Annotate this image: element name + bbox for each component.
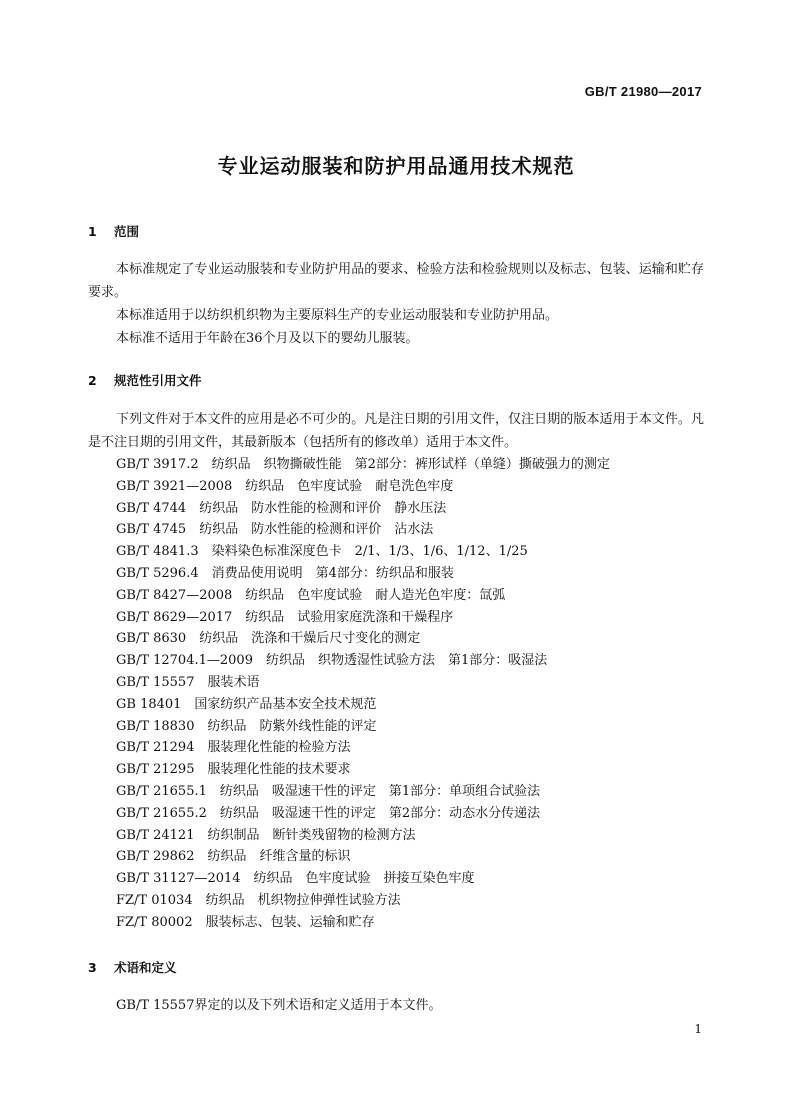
reference-item: GB/T 31127—2014 纺织品 色牢度试验 拼接互染色牢度	[116, 871, 475, 887]
section-number: 2	[88, 373, 97, 388]
reference-item: GB/T 3917.2 纺织品 织物撕破性能 第2部分：裤形试样（单缝）撕破强力的测定	[116, 457, 610, 472]
document-title: 专业运动服装和防护用品通用技术规范	[217, 154, 575, 178]
reference-item: GB/T 4744 纺织品 防水性能的检测和评价 静水压法	[116, 500, 447, 516]
reference-item: GB/T 24121 纺织制品 断针类残留物的检测方法	[116, 827, 416, 843]
section-number: 3	[88, 960, 97, 975]
reference-list	[116, 454, 610, 934]
section-title: 术语和定义	[114, 960, 177, 975]
paragraph: 下列文件对于本文件的应用是必不可少的。凡是注日期的引用文件，仅注日期的版本适用于本文件。凡是不注日期的引用文件，其最新版本（包括所有的修改单）适用于本文件。	[88, 412, 704, 450]
section-heading-terms-definitions	[88, 958, 177, 976]
paragraph: GB/T 15557界定的以及下列术语和定义适用于本文件。	[116, 998, 442, 1013]
page-number: 1	[694, 1022, 702, 1036]
reference-item: GB/T 8630 纺织品 洗涤和干燥后尺寸变化的测定	[116, 631, 421, 647]
section-heading-normative-references	[88, 371, 202, 389]
reference-item: GB/T 18830 纺织品 防紫外线性能的评定	[116, 718, 377, 734]
reference-item: GB/T 4745 纺织品 防水性能的检测和评价 沾水法	[116, 522, 434, 538]
reference-item: GB/T 21294 服装理化性能的检验方法	[116, 740, 351, 756]
section-heading-scope	[88, 222, 139, 240]
reference-item: GB/T 3921—2008 纺织品 色牢度试验 耐皂洗色牢度	[116, 478, 454, 494]
standard-number: GB/T 21980—2017	[584, 84, 702, 99]
section-number: 1	[88, 224, 97, 239]
paragraph: 本标准规定了专业运动服装和专业防护用品的要求、检验方法和检验规则以及标志、包装、运输和贮存要求。	[88, 262, 704, 300]
reference-item: GB/T 8629—2017 纺织品 试验用家庭洗涤和干燥程序	[116, 609, 454, 625]
paragraph: 本标准适用于以纺织机织物为主要原料生产的专业运动服装和专业防护用品。	[116, 308, 559, 323]
reference-item: GB/T 5296.4 消费品使用说明 第4部分：纺织品和服装	[116, 565, 454, 581]
reference-item: GB/T 21655.2 纺织品 吸湿速干性的评定 第2部分：动态水分传递法	[116, 805, 541, 821]
reference-item: FZ/T 01034 纺织品 机织物拉伸弹性试验方法	[116, 892, 401, 908]
reference-item: GB 18401 国家纺织产品基本安全技术规范	[116, 696, 377, 712]
reference-item: GB/T 21655.1 纺织品 吸湿速干性的评定 第1部分：单项组合试验法	[116, 783, 541, 799]
reference-item: GB/T 21295 服装理化性能的技术要求	[116, 762, 351, 778]
reference-item: GB/T 29862 纺织品 纤维含量的标识	[116, 849, 351, 865]
section-title: 规范性引用文件	[114, 373, 202, 388]
reference-item: GB/T 12704.1—2009 纺织品 织物透湿性试验方法 第1部分：吸湿法	[116, 653, 548, 669]
reference-item: FZ/T 80002 服装标志、包装、运输和贮存	[116, 914, 375, 930]
section-title: 范围	[114, 224, 140, 239]
reference-item: GB/T 15557 服装术语	[116, 674, 260, 690]
reference-item: GB/T 4841.3 染料染色标准深度色卡 2/1、1/3、1/6、1/12、1/25	[116, 544, 528, 560]
reference-item: GB/T 8427—2008 纺织品 色牢度试验 耐人造光色牢度：氙弧	[116, 587, 506, 603]
paragraph: 本标准不适用于年龄在36个月及以下的婴幼儿服装。	[116, 331, 419, 346]
